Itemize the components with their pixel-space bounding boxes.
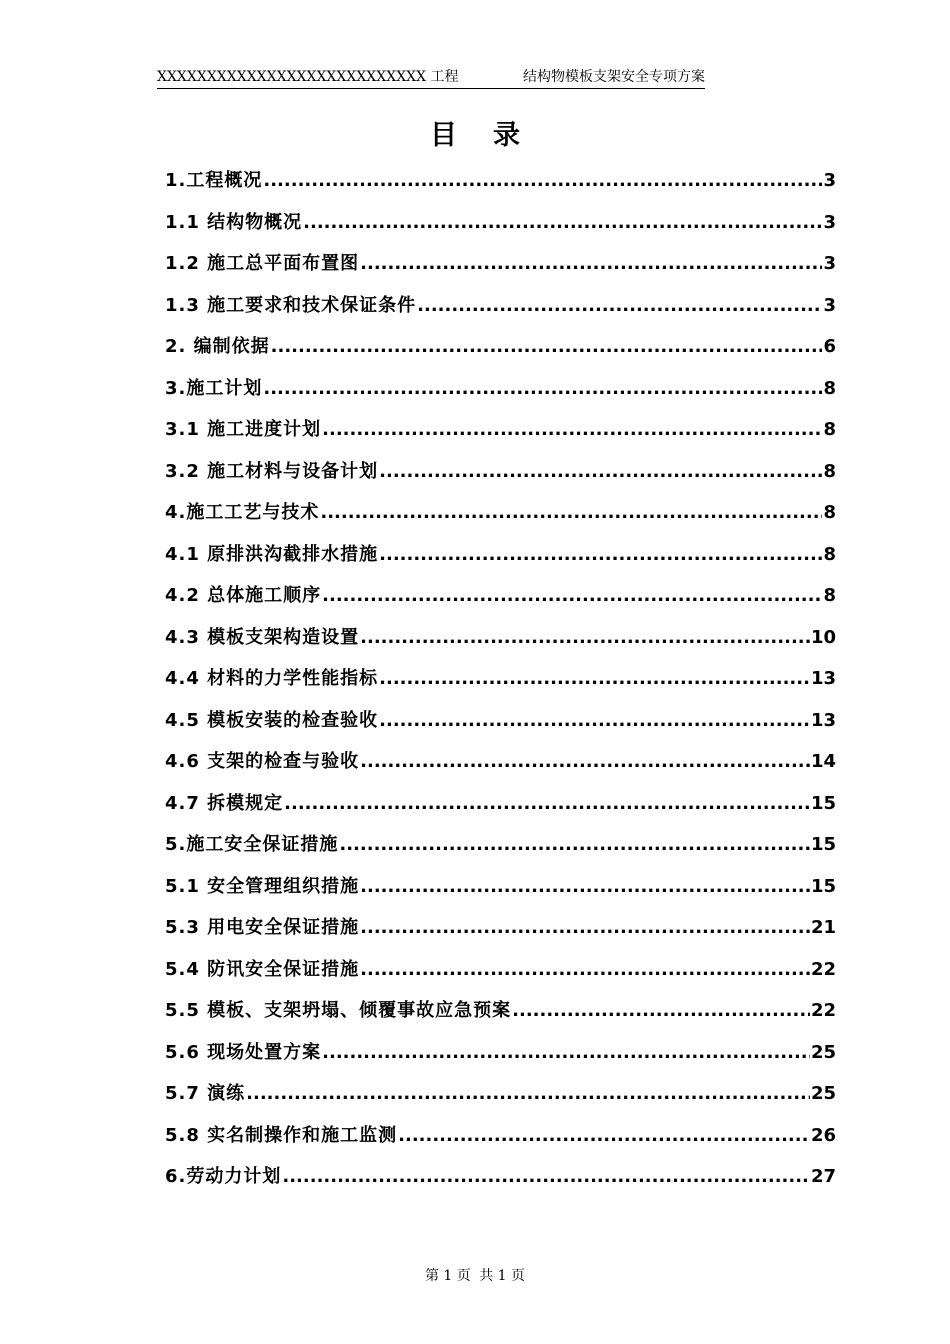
toc-entry[interactable]: [165, 866, 836, 908]
toc-entry-page-number: 3: [823, 170, 836, 191]
page-title: 目录: [430, 120, 556, 151]
toc-entry-label: 4.2 总体施工顺序: [165, 585, 322, 606]
toc-entry-label: 1.工程概况: [165, 170, 263, 191]
toc-entry-page-number: 3: [823, 294, 836, 316]
toc-entry-label: 4.6 支架的检查与验收: [165, 751, 360, 772]
toc-leader-dots: [320, 492, 822, 534]
toc-leader-dots: [360, 866, 810, 908]
toc-entry[interactable]: [165, 1073, 836, 1115]
toc-entry-label: 4.7 拆模规定: [165, 792, 284, 814]
toc-entry-label: 5.5 模板、支架坍塌、倾覆事故应急预案: [165, 1000, 512, 1021]
toc-entry[interactable]: [165, 285, 836, 327]
toc-leader-dots: [512, 990, 810, 1032]
toc-leader-dots: [379, 658, 810, 700]
toc-entry-page-number: 25: [810, 1041, 836, 1063]
toc-entry[interactable]: [165, 700, 836, 742]
toc-entry-label: 4.3 模板支架构造设置: [165, 626, 360, 648]
toc-entry-label: 5.4 防讯安全保证措施: [165, 958, 360, 980]
toc-entry-page-number: 22: [810, 1000, 836, 1021]
toc-entry-page-number: 15: [810, 875, 836, 897]
toc-entry-label: 3.施工计划: [165, 377, 263, 399]
toc-entry[interactable]: [165, 492, 836, 534]
toc-leader-dots: [398, 1115, 810, 1157]
toc-entry-label: 5.6 现场处置方案: [165, 1041, 322, 1063]
toc-entry-page-number: 25: [810, 1083, 836, 1104]
toc-leader-dots: [284, 783, 810, 825]
header-document-title: 结构物模板支架安全专项方案: [523, 69, 705, 85]
running-header: [157, 66, 705, 89]
toc-entry[interactable]: [165, 658, 836, 700]
toc-entry-label: 4.5 模板安装的检查验收: [165, 709, 379, 731]
toc-entry-label: 1.3 施工要求和技术保证条件: [165, 294, 417, 316]
toc-entry-page-number: 13: [810, 668, 836, 689]
toc-leader-dots: [379, 534, 822, 576]
toc-entry-page-number: 8: [823, 377, 836, 399]
toc-entry-label: 1.2 施工总平面布置图: [165, 253, 360, 274]
toc-entry-page-number: 8: [823, 502, 836, 523]
toc-entry-page-number: 10: [810, 626, 836, 648]
toc-leader-dots: [246, 1073, 810, 1115]
toc-entry-page-number: 26: [810, 1124, 836, 1146]
toc-leader-dots: [263, 368, 822, 410]
toc-entry[interactable]: [165, 990, 836, 1032]
toc-entry-page-number: 8: [823, 419, 836, 440]
toc-entry-label: 5.8 实名制操作和施工监测: [165, 1124, 398, 1146]
toc-entry-label: 5.7 演练: [165, 1083, 246, 1104]
toc-entry-page-number: 27: [810, 1166, 836, 1187]
toc-entry-label: 3.2 施工材料与设备计划: [165, 460, 379, 482]
toc-entry-label: 2. 编制依据: [165, 336, 270, 357]
toc-entry-label: 4.1 原排洪沟截排水措施: [165, 543, 379, 565]
toc-entry-label: 4.4 材料的力学性能指标: [165, 668, 379, 689]
toc-entry-page-number: 13: [810, 709, 836, 731]
toc-entry-label: 1.1 结构物概况: [165, 211, 303, 233]
toc-leader-dots: [322, 575, 822, 617]
toc-entry[interactable]: [165, 617, 836, 659]
toc-entry-page-number: 3: [823, 253, 836, 274]
toc-leader-dots: [360, 617, 810, 659]
toc-entry-page-number: 3: [823, 211, 836, 233]
toc-entry-page-number: 15: [810, 792, 836, 814]
toc-entry[interactable]: [165, 741, 836, 783]
toc-entry[interactable]: [165, 575, 836, 617]
toc-entry-label: 6.劳动力计划: [165, 1166, 282, 1187]
toc-leader-dots: [271, 326, 823, 368]
toc-entry[interactable]: [165, 202, 836, 244]
toc-leader-dots: [322, 1032, 810, 1074]
toc-entry-page-number: 22: [810, 958, 836, 980]
toc-leader-dots: [322, 409, 822, 451]
toc-entry[interactable]: [165, 1032, 836, 1074]
toc-leader-dots: [360, 949, 810, 991]
toc-entry[interactable]: [165, 534, 836, 576]
toc-entry[interactable]: [165, 243, 836, 285]
toc-entry-label: 4.施工工艺与技术: [165, 502, 320, 523]
toc-leader-dots: [379, 451, 822, 493]
footer-page-number: 第 1 页: [424, 1268, 471, 1284]
toc-entry[interactable]: [165, 907, 836, 949]
toc-entry[interactable]: [165, 1156, 836, 1198]
toc-entry-page-number: 8: [823, 585, 836, 606]
toc-entry-page-number: 8: [823, 543, 836, 565]
toc-entry-page-number: 21: [810, 917, 836, 938]
toc-leader-dots: [379, 700, 810, 742]
toc-entry[interactable]: [165, 451, 836, 493]
toc-entry[interactable]: [165, 368, 836, 410]
toc-leader-dots: [263, 160, 822, 202]
toc-entry[interactable]: [165, 160, 836, 202]
toc-leader-dots: [360, 741, 810, 783]
toc-entry[interactable]: [165, 824, 836, 866]
toc-leader-dots: [360, 907, 810, 949]
footer-total-pages: 共 1 页: [479, 1268, 526, 1284]
toc-entry[interactable]: [165, 949, 836, 991]
toc-entry[interactable]: [165, 326, 836, 368]
toc-entry-page-number: 15: [810, 834, 836, 855]
toc-entry[interactable]: [165, 783, 836, 825]
page-footer: [0, 1264, 950, 1288]
toc-entry[interactable]: [165, 1115, 836, 1157]
toc-leader-dots: [282, 1156, 810, 1198]
toc-leader-dots: [339, 824, 810, 866]
toc-entry-page-number: 8: [823, 460, 836, 482]
toc-entry-label: 3.1 施工进度计划: [165, 419, 322, 440]
toc-entry[interactable]: [165, 409, 836, 451]
toc-leader-dots: [303, 202, 822, 244]
toc-leader-dots: [360, 243, 822, 285]
toc-entry-label: 5.1 安全管理组织措施: [165, 875, 360, 897]
toc-leader-dots: [417, 285, 822, 327]
toc-entry-label: 5.施工安全保证措施: [165, 834, 339, 855]
header-project-name: XXXXXXXXXXXXXXXXXXXXXXXXXXX 工程: [157, 69, 459, 85]
table-of-contents: [165, 160, 836, 1198]
toc-entry-label: 5.3 用电安全保证措施: [165, 917, 360, 938]
toc-entry-page-number: 14: [810, 751, 836, 772]
toc-entry-page-number: 6: [823, 336, 836, 357]
